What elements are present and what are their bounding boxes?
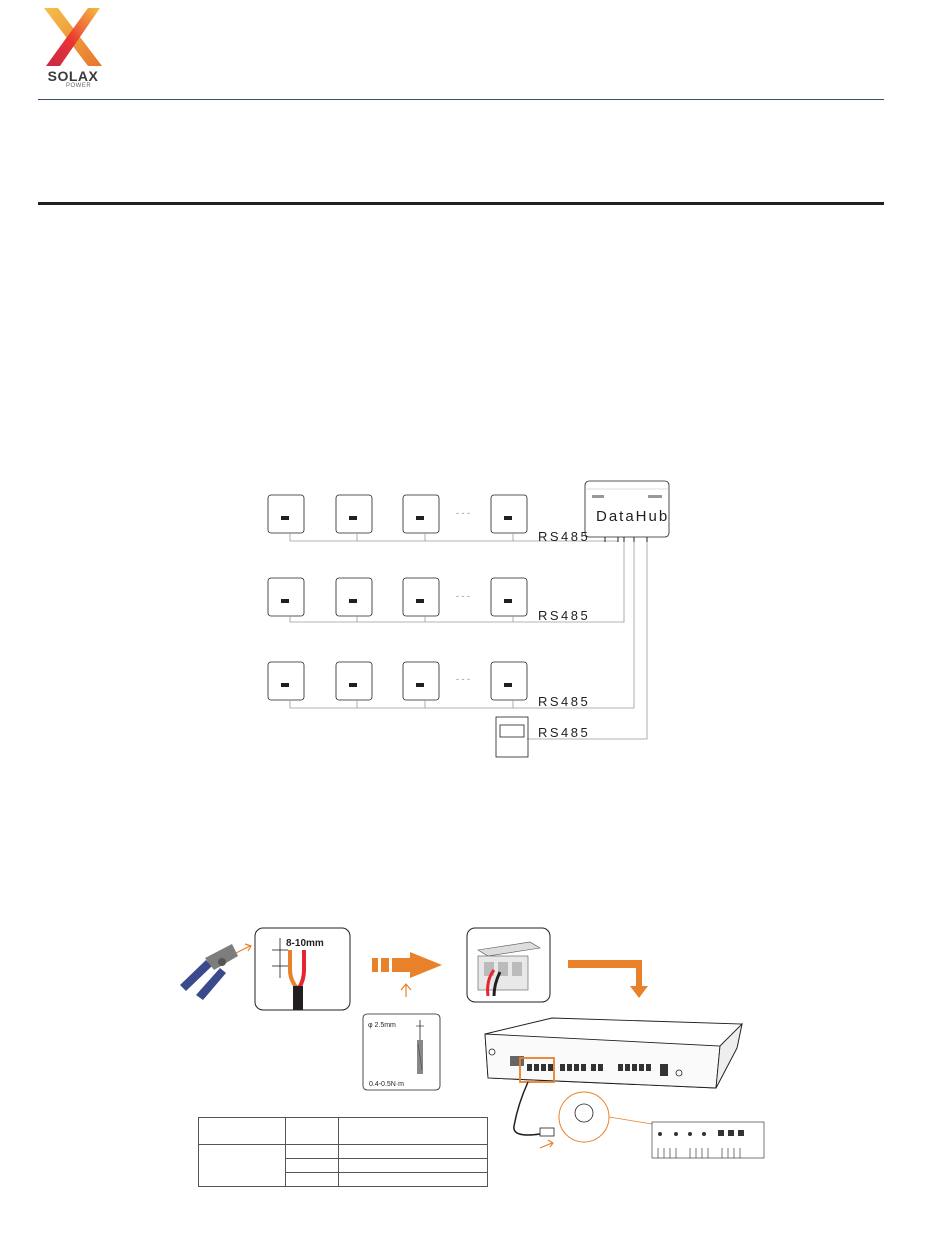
table-cell	[199, 1145, 286, 1187]
inverter-unit	[336, 662, 372, 700]
table-cell	[286, 1118, 339, 1145]
pin-definition-table	[198, 1117, 488, 1187]
rj45-plug-icon	[540, 1128, 554, 1136]
rs485-label: RS485	[538, 529, 591, 544]
table-cell	[339, 1159, 488, 1173]
rs485-label: RS485	[538, 725, 591, 740]
datahub-device	[585, 481, 669, 542]
row-ellipsis: - - -	[456, 674, 470, 684]
torque-label: 0.4-0.5N·m	[369, 1081, 405, 1088]
inverter-unit	[336, 578, 372, 616]
row-ellipsis: - - -	[456, 591, 470, 601]
inverter-unit	[403, 578, 439, 616]
table-cell	[286, 1159, 339, 1173]
inverter-unit	[403, 495, 439, 533]
energy-meter	[496, 717, 528, 757]
inverter-io-board	[485, 1018, 742, 1088]
inverter-unit	[336, 495, 372, 533]
inverter-unit	[491, 495, 527, 533]
screwdriver-size-label: φ 2.5mm	[368, 1022, 396, 1029]
strip-length-label: 8-10mm	[286, 938, 324, 949]
zoom-detail-circle	[559, 1092, 609, 1142]
table-cell	[339, 1118, 488, 1145]
logo-wordmark: SOLAX	[47, 68, 99, 84]
inverter-unit	[491, 578, 527, 616]
crimping-tool-icon	[180, 944, 238, 1000]
dashed-arrow-icon	[372, 952, 442, 978]
small-arrow-icon	[236, 946, 250, 953]
inverter-rows	[268, 495, 527, 700]
inverter-unit	[491, 662, 527, 700]
rs485-label: RS485	[538, 608, 591, 623]
up-arrow-icon	[401, 984, 411, 997]
inverter-unit	[268, 578, 304, 616]
rs485-bus-lines	[290, 533, 647, 739]
inverter-row-2	[268, 578, 527, 616]
row-ellipsis: - - -	[456, 508, 470, 518]
port-detail-panel	[652, 1122, 764, 1158]
inverter-unit	[403, 662, 439, 700]
table-cell	[339, 1145, 488, 1159]
table-cell	[339, 1173, 488, 1187]
inverter-row-3	[268, 662, 527, 700]
inverter-unit	[268, 495, 304, 533]
bend-arrow-icon	[568, 960, 642, 986]
logo-subtext: POWER	[66, 83, 92, 89]
table-cell	[286, 1145, 339, 1159]
cable-line	[514, 1082, 540, 1135]
push-arrow-icon	[540, 1140, 553, 1148]
rs485-label: RS485	[538, 694, 591, 709]
inverter-row-1	[268, 495, 527, 533]
table-cell	[286, 1173, 339, 1187]
table-cell	[199, 1118, 286, 1145]
datahub-label: DataHub	[596, 508, 670, 525]
inverter-unit	[268, 662, 304, 700]
